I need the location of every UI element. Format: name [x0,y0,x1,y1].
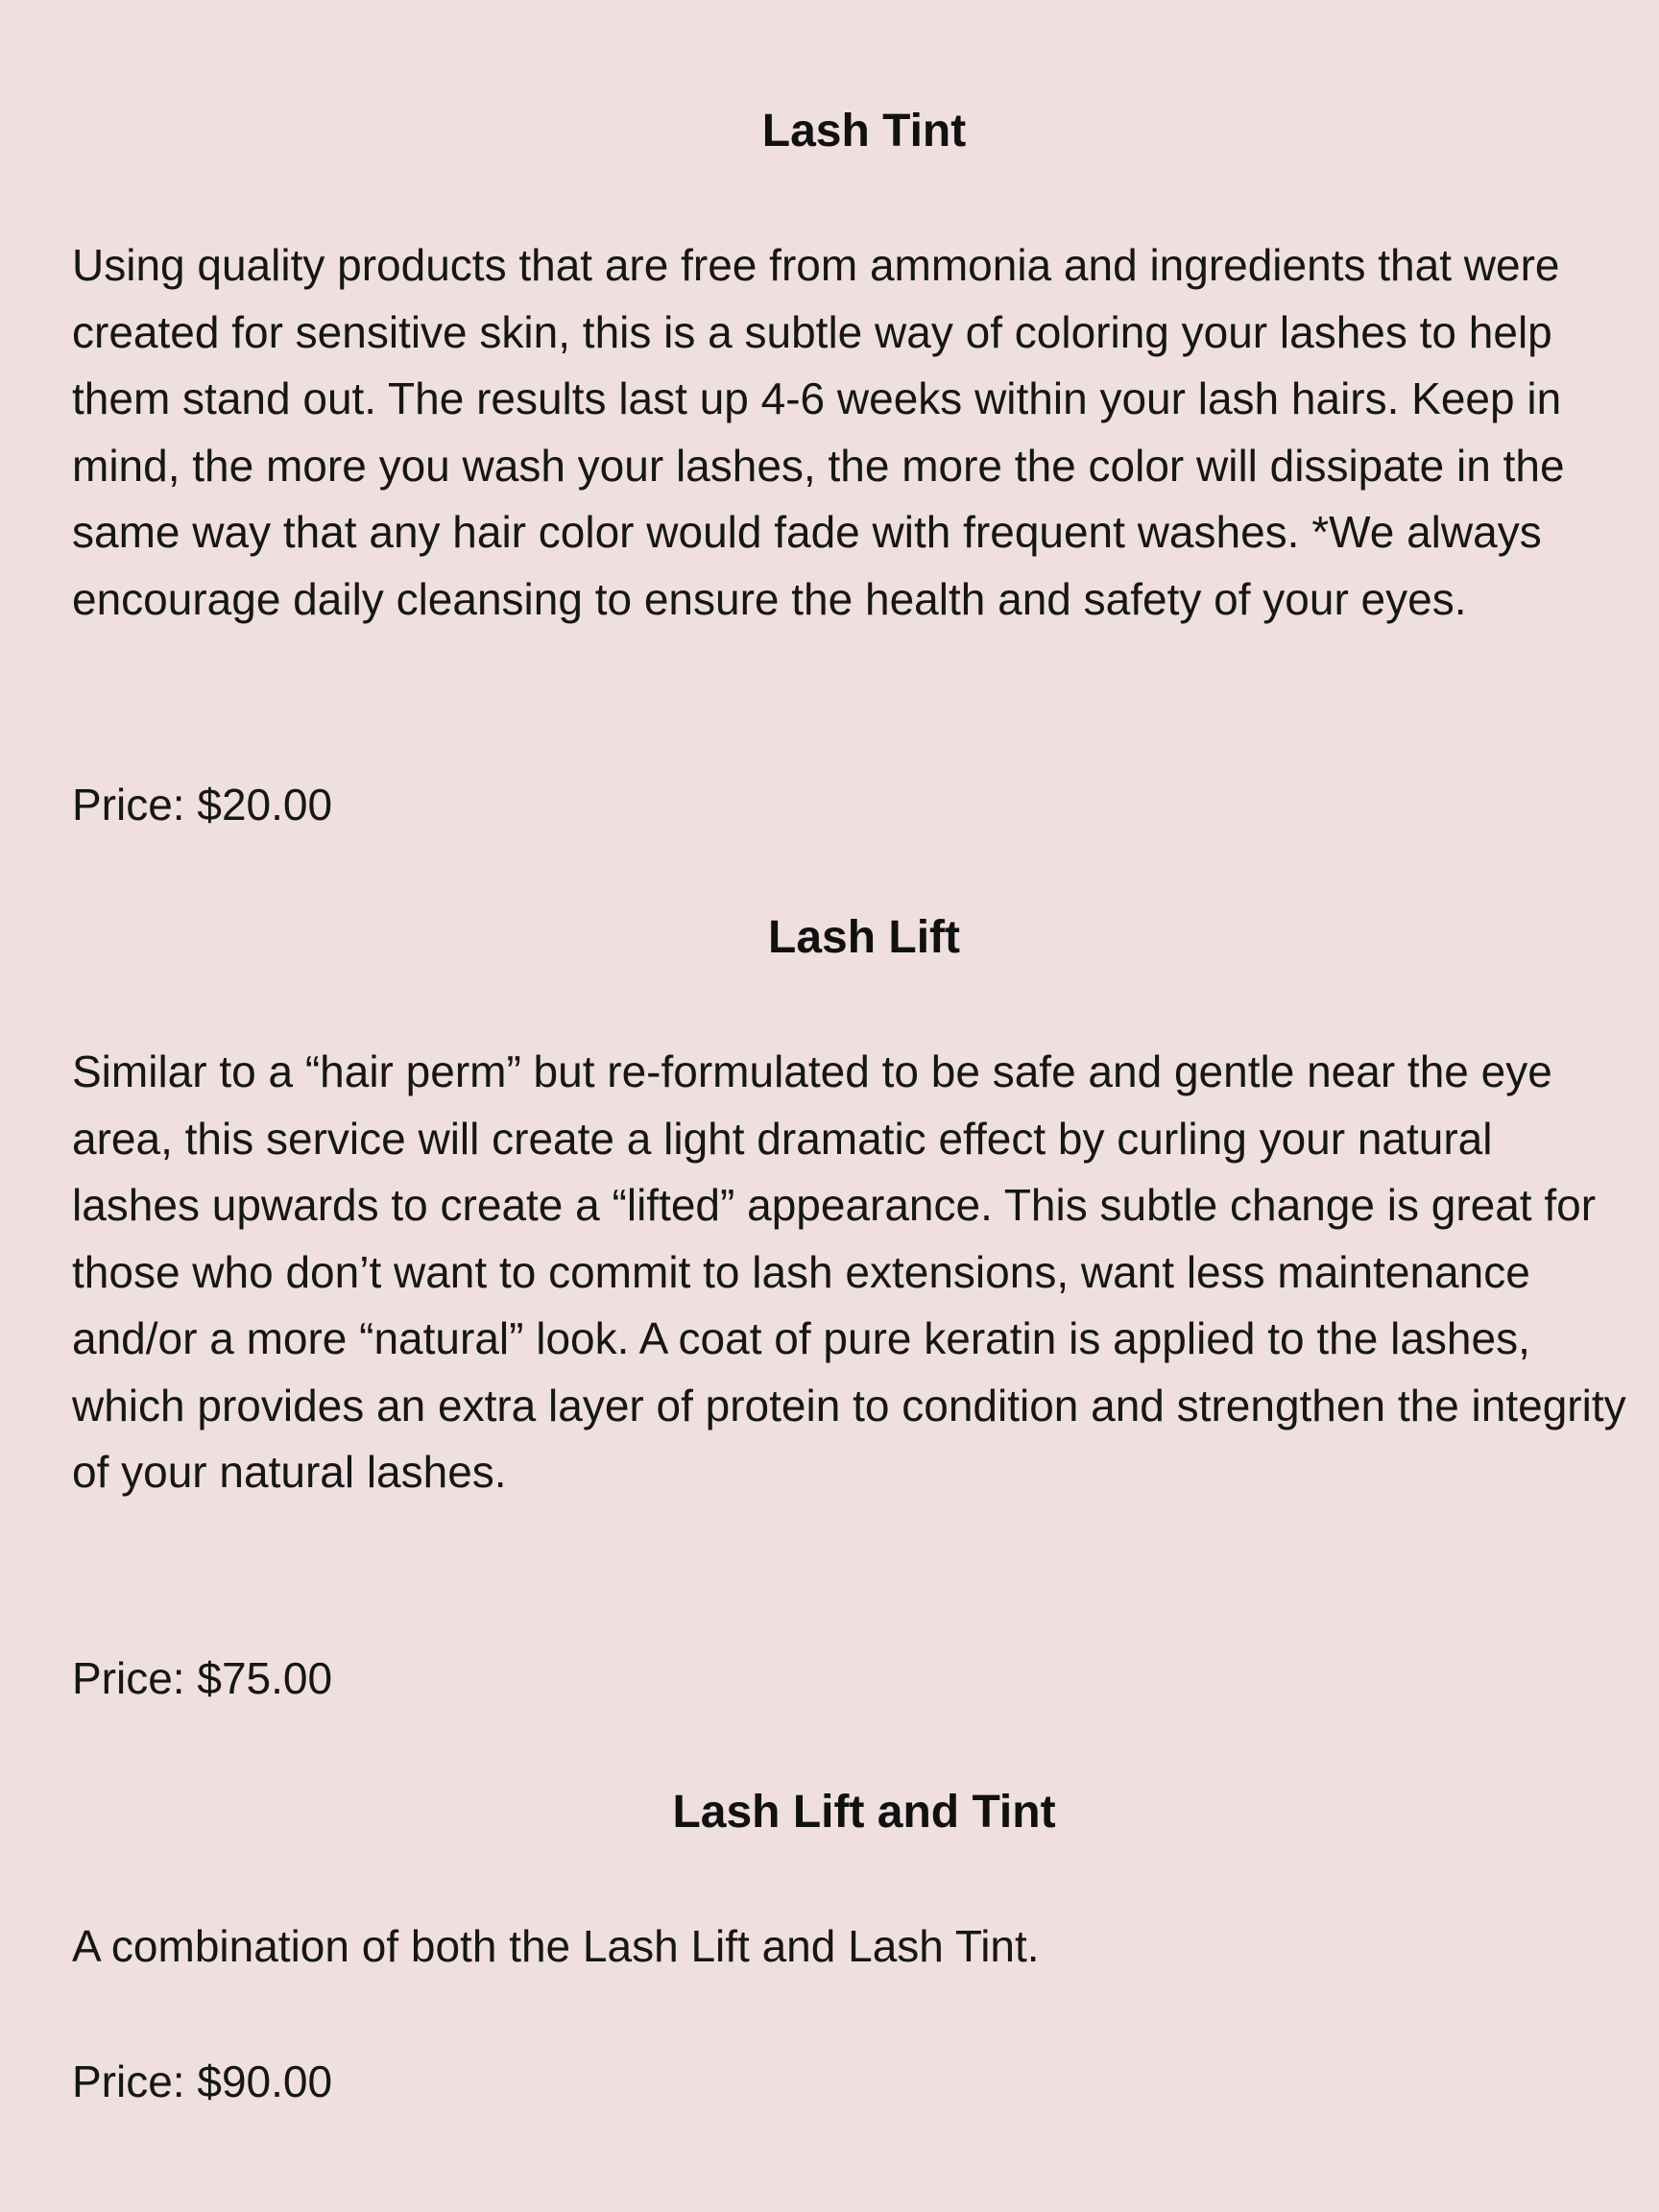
service-price-lash-lift-and-tint: Price: $90.00 [72,2056,333,2106]
service-description-lash-lift: Similar to a “hair perm” but re-formulated to be safe and gentle near the eye area, this service will create a light dramatic effect by curling your natural lashes upwards to create a “lifted” appearance. This subtle change is great for those who don’t want to commit to lash extensions, want less maintenance and/or a more “natural” look. A coat of pure keratin is applied to the lashes, which provides an extra layer of protein to condition and strengthen the integrity of your natural lashes. [72,1046,1626,1497]
service-description-lash-lift-and-tint: A combination of both the Lash Lift and Lash Tint. [72,1921,1040,1971]
service-description-lash-tint: Using quality products that are free from ammonia and ingredients that were created for sensitive skin, this is a subtle way of coloring your lashes to help them stand out. The results last up 4-6 weeks within your lash hairs. Keep in mind, the more you wash your lashes, the more the color will dissipate in the same way that any hair color would fade with frequent washes. *We always encourage daily cleansing to ensure the health and safety of your eyes. [72,240,1565,624]
service-title-lash-lift: Lash Lift [768,912,960,963]
service-title-lash-tint: Lash Tint [761,106,967,156]
service-price-lash-tint: Price: $20.00 [72,780,333,830]
service-title-lash-lift-and-tint: Lash Lift and Tint [672,1787,1056,1838]
service-price-lash-lift: Price: $75.00 [72,1653,333,1703]
